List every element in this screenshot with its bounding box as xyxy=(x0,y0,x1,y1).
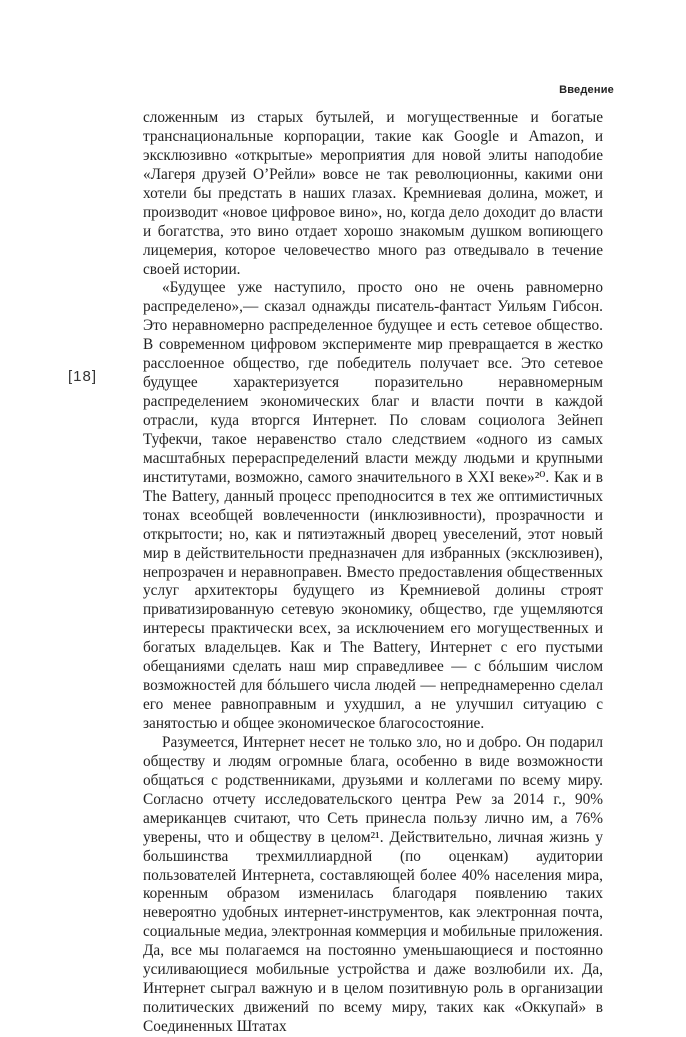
paragraph-2: «Будущее уже наступило, просто оно не очень равномерно распределено»,— сказал однажды писатель-фантаст Уильям Гибсон. Это неравномерно распределенное будущее и есть сетевое общество. В современном цифровом эксперименте мир превращается в жестко расслоенное общество, где победитель получает все. Это сетевое будущее характеризуется поразительно неравномерным распределением экономических благ и власти почти в каждой отрасли, куда вторгся Интернет. По словам социолога Зейнеп Туфекчи, такое неравенство стало следствием «одного из самых масштабных перераспределений власти между людьми и крупными институтами, возможно, самого значительного в XXI веке»²⁰. Как и в The Battery, данный процесс преподносится в тех же оптимистичных тонах всеобщей вовлеченности (инклюзивности), прозрачности и открытости; но, как и пятиэтажный дворец увеселений, этот новый мир в действительности предназначен для избранных (эксклюзивен), непрозрачен и неравноправен. Вместо предоставления общественных услуг архитекторы будущего из Кремниевой долины строят приватизированную сетевую экономику, общество, где ущемляются интересы практически всех, за исключением его могущественных и богатых владельцев. Как и The Battery, Интернет с его пустыми обещаниями сделать наш мир справедливее — с бóльшим числом возможностей для бóльшего числа людей — непреднамеренно сделал его менее равноправным и ухудшил, а не улучшил ситуацию с занятостью и общее экономическое благосостояние. xyxy=(143,279,603,732)
running-header: Введение xyxy=(559,84,614,96)
page-number: [18] xyxy=(68,368,98,385)
body-text xyxy=(143,109,603,1037)
paragraph-1: сложенным из старых бутылей, и могущественные и богатые транснациональные корпорации, такие как Google и Amazon, и эксклюзивно «открытые» мероприятия для новой элиты наподобие «Лагеря друзей О’Рейли» вовсе не так революционны, какими они хотели бы предстать в наших глазах. Кремниевая долина, может, и производит «новое цифровое вино», но, когда дело доходит до власти и богатства, это вино отдает хорошо знакомым душком вопиющего лицемерия, которое человечество много раз отведывало в течение своей истории. xyxy=(143,109,603,278)
paragraph-3: Разумеется, Интернет несет не только зло, но и добро. Он подарил обществу и людям огромные блага, особенно в виде возможности общаться с родственниками, друзьями и коллегами по всему миру. Согласно отчету исследовательского центра Pew за 2014 г., 90% американцев считают, что Сеть принесла пользу лично им, а 76% уверены, что и обществу в целом²¹. Действительно, личная жизнь у большинства трехмиллиардной (по оценкам) аудитории пользователей Интернета, составляющей более 40% населения мира, коренным образом изменилась благодаря появлению таких невероятно удобных интернет-инструментов, как электронная почта, социальные медиа, электронная коммерция и мобильные приложения. Да, все мы полагаемся на постоянно уменьшающиеся и постоянно усиливающиеся мобильные устройства и даже возлюбили их. Да, Интернет сыграл важную и в целом позитивную роль в организации политических движений по всему миру, таких как «Оккупай» в Соединенных Штатах xyxy=(143,733,603,1035)
